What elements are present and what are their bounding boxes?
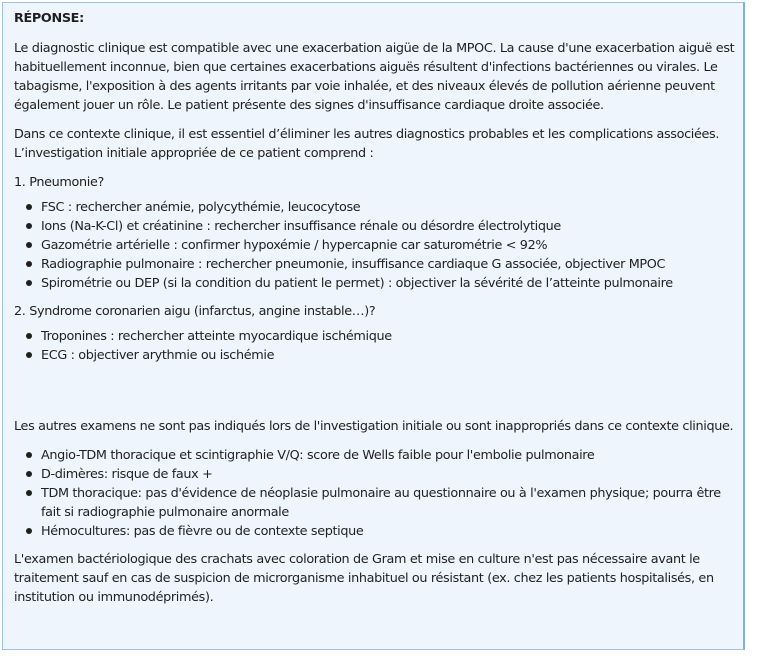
list-item-text: Hémocultures: pas de fièvre ou de contexte septique	[41, 524, 364, 539]
answer-panel	[2, 2, 745, 650]
section-pneumonia-title: 1. Pneumonie?	[14, 175, 104, 190]
list-item-text: ECG : objectiver arythmie ou ischémie	[41, 348, 275, 363]
bullet-icon	[26, 223, 32, 229]
list-item	[41, 274, 735, 293]
list-item-text: Ions (Na-K-Cl) et créatinine : rechercher insuffisance rénale ou désordre électrolytique	[41, 219, 561, 234]
list-item	[41, 236, 735, 255]
list-item	[41, 484, 735, 522]
spacer	[14, 374, 735, 417]
others-intro-paragraph: Les autres examens ne sont pas indiqués lors de l'investigation initiale ou sont inappropriés dans ce contexte clinique.	[14, 419, 734, 434]
bullet-icon	[26, 280, 32, 286]
list-item-text: Radiographie pulmonaire : rechercher pneumonie, insuffisance cardiaque G associée, objectiver MPOC	[41, 257, 666, 272]
list-item	[41, 346, 735, 365]
bullet-icon	[26, 352, 32, 358]
coronary-list	[14, 327, 735, 365]
bullet-icon	[26, 333, 32, 339]
bullet-icon	[26, 471, 32, 477]
bullet-icon	[26, 204, 32, 210]
list-item	[41, 446, 735, 465]
context-paragraph: Dans ce contexte clinique, il est essentiel d’éliminer les autres diagnostics probables et les complications associées. L’investigation initiale appropriée de ce patient comprend :	[14, 127, 720, 161]
list-item	[41, 465, 735, 484]
others-list	[14, 446, 735, 541]
list-item-text: Gazométrie artérielle : confirmer hypoxémie / hypercapnie car saturométrie < 92%	[41, 238, 548, 253]
bullet-icon	[26, 261, 32, 267]
list-item-text: Troponines : rechercher atteinte myocardique ischémique	[41, 329, 392, 344]
bullet-icon	[26, 242, 32, 248]
list-item	[41, 255, 735, 274]
list-item	[41, 217, 735, 236]
bullet-icon	[26, 528, 32, 534]
list-item-text: TDM thoracique: pas d'évidence de néoplasie pulmonaire au questionnaire ou à l'examen physique; pourra être fait si radiographie pulmonaire anormale	[41, 486, 721, 520]
list-item-text: Angio-TDM thoracique et scintigraphie V/Q: score de Wells faible pour l'embolie pulmonaire	[41, 448, 595, 463]
list-item	[41, 327, 735, 346]
list-item-text: D-dimères: risque de faux +	[41, 467, 213, 482]
bullet-icon	[26, 452, 32, 458]
list-item	[41, 522, 735, 541]
closing-paragraph: L'examen bactériologique des crachats avec coloration de Gram et mise en culture n'est pas nécessaire avant le traitement sauf en cas de suspicion de microrganisme inhabituel ou résistant (ex. chez les patients hospitalisés, en institution ou immunodéprimés).	[14, 552, 714, 605]
list-item-text: Spirométrie ou DEP (si la condition du patient le permet) : objectiver la sévérité de l’atteinte pulmonaire	[41, 276, 673, 291]
pneumonia-list	[14, 198, 735, 293]
intro-paragraph: Le diagnostic clinique est compatible avec une exacerbation aigüe de la MPOC. La cause d'une exacerbation aiguë est habituellement inconnue, bien que certaines exacerbations aiguës résultent d'infections bactériennes ou virales. Le tabagisme, l'exposition à des agents irritants par voie inhalée, et des niveaux élevés de pollution aérienne peuvent également jouer un rôle. Le patient présente des signes d'insuffisance cardiaque droite associée.	[14, 41, 735, 113]
list-item	[41, 198, 735, 217]
bullet-icon	[26, 490, 32, 496]
answer-heading: RÉPONSE:	[14, 11, 84, 26]
list-item-text: FSC : rechercher anémie, polycythémie, leucocytose	[41, 200, 361, 215]
section-coronary-title: 2. Syndrome coronarien aigu (infarctus, angine instable…)?	[14, 304, 376, 319]
